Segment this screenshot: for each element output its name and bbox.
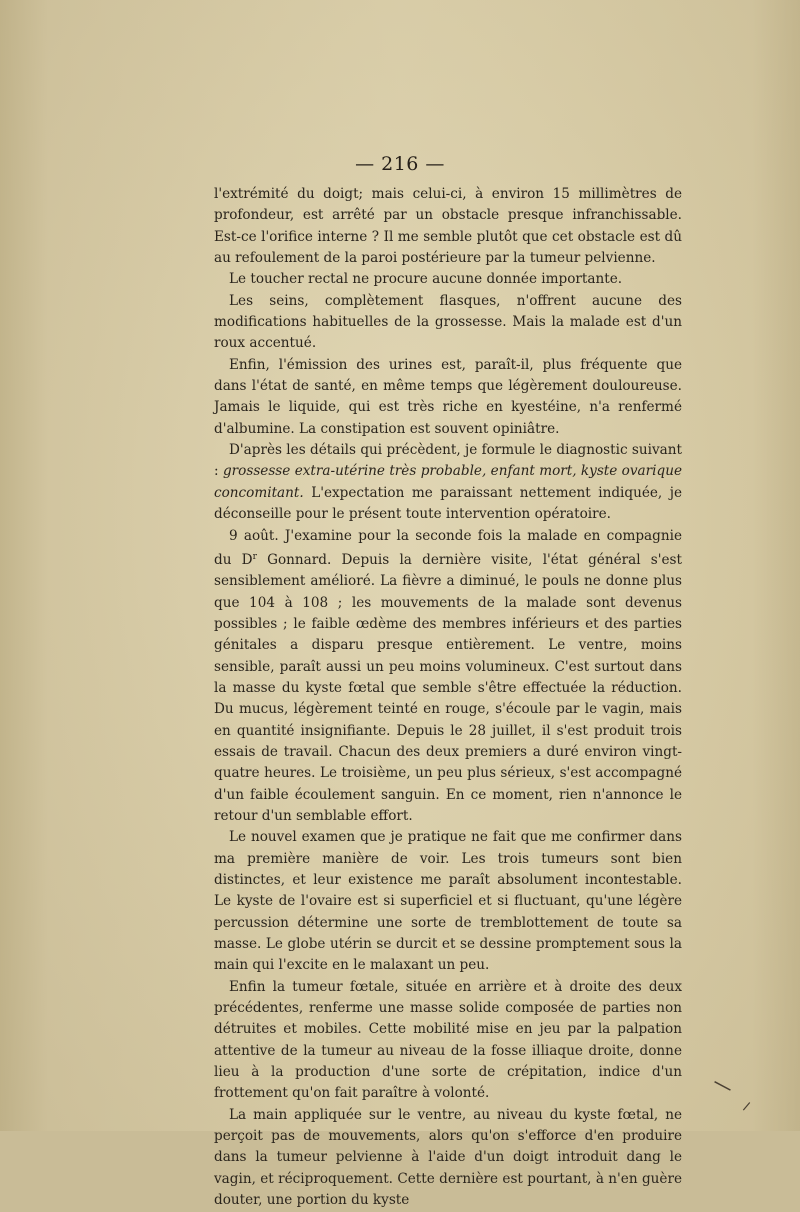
paragraph-6-tail: Gonnard. Depuis la dernière visite, l'état général s'est sensiblement amélioré. La fièvre a diminué, le pouls ne donne plus que 104 à 108 ; les mouvements de la malade sont devenus possibles ; le faible œdème des membres inférieurs et des parties génitales a disparu presque entièrement. Le ventre, moins sensible, paraît aussi un peu moins volumineux. C'est surtout dans la masse du kyste fœtal que semble s'être effectuée la réduction. Du mucus, légèrement teinté en rouge, s'écoule par le vagin, mais en quantité insignifiante. Depuis le 28 juillet, il s'est produit trois essais de travail. Chacun des deux premiers a duré environ vingt-quatre heures. Le troisième, un peu plus sérieux, s'est accompagné d'un faible écoulement sanguin. En ce moment, rien n'annonce le retour d'un semblable effort.	[214, 551, 682, 824]
paragraph-9: La main appliquée sur le ventre, au niveau du kyste fœtal, ne perçoit pas de mouvements, alors qu'on s'efforce d'en produire dans la tumeur pelvienne à l'aide d'un doigt introduit dang le vagin, et réciproquement. Cette dernière est pourtant, à n'en guère douter, une portion du kyste	[214, 1106, 682, 1209]
margin-mark	[712, 1075, 734, 1096]
doctor-superscript: r	[252, 551, 257, 562]
paragraph-8: Enfin la tumeur fœtale, située en arrière et à droite des deux précédentes, renferme une masse solide composée de parties non détruites et mobiles. Cette mobilité mise en jeu par la palpation attentive de la tumeur au niveau de la fosse illiaque droite, donne lieu à la production d'une sorte de crépitation, indice d'un frottement qu'on fait paraître à volonté.	[214, 978, 682, 1102]
paragraph-7: Le nouvel examen que je pratique ne fait que me confirmer dans ma première manière de voir. Les trois tumeurs sont bien distinctes, et leur existence me paraît absolument incontestable. Le kyste de l'ovaire est si superficiel et si fluctuant, qu'une légère percussion détermine une sorte de tremblottement de toute sa masse. Le globe utérin se durcit et se dessine promptement sous la main qui l'excite en le malaxant un peu.	[214, 829, 682, 974]
page-number: — 216 —	[355, 153, 445, 175]
diagnosis-text: grossesse extra-utérine très probable, enfant mort, kyste ovarique concomitant.	[214, 463, 682, 501]
body-text	[214, 184, 682, 1212]
paragraph-6-lead: 9 août. J'examine pour la seconde fois la malade en compagnie du D	[214, 527, 682, 568]
margin-mark	[736, 1097, 753, 1114]
paragraph-1: l'extrémité du doigt; mais celui-ci, à environ 15 millimètres de profondeur, est arrêté par un obstacle presque infranchissable. Est-ce l'orifice interne ? Il me semble plutôt que cet obstacle est dû au refoulement de la paroi postérieure par la tumeur pelvienne.	[214, 186, 682, 267]
paragraph-3: Les seins, complètement flasques, n'offrent aucune des modifications habituelles de la grossesse. Mais la malade est d'un roux accentué.	[214, 292, 682, 352]
paragraph-2: Le toucher rectal ne procure aucune donnée importante.	[229, 271, 623, 288]
paragraph-4: Enfin, l'émission des urines est, paraît-il, plus fréquente que dans l'état de santé, en même temps que légèrement douloureuse. Jamais le liquide, qui est très riche en kyestéine, n'a renfermé d'albumine. La constipation est souvent opiniâtre.	[214, 356, 682, 437]
paragraph-6	[214, 526, 682, 828]
paragraph-5	[214, 440, 682, 525]
paragraph-5-lead: D'après les détails qui précèdent, je formule le diagnostic suivant :	[214, 442, 682, 480]
paragraph-5-tail: L'expectation me paraissant nettement indiquée, je déconseille pour le présent toute intervention opératoire.	[214, 484, 682, 523]
